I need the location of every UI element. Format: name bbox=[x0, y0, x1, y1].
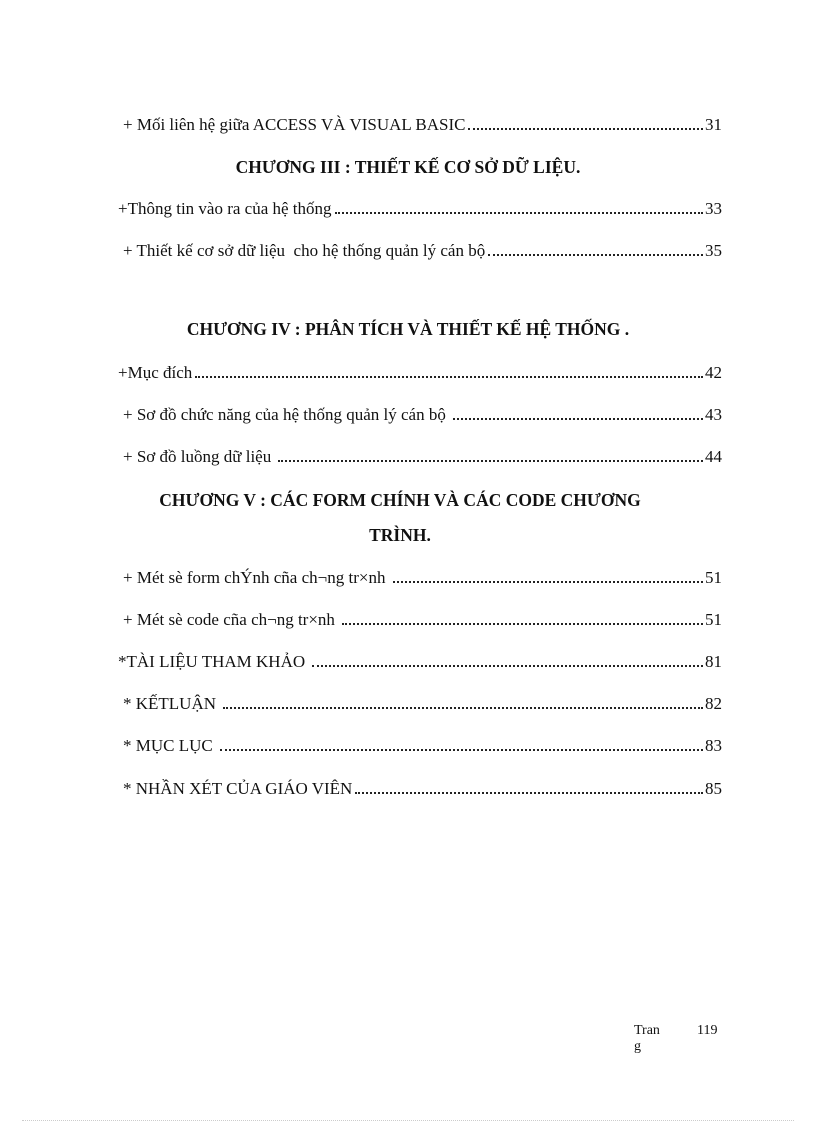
dot-leader bbox=[223, 707, 703, 709]
dot-leader bbox=[312, 665, 703, 667]
chapter-heading: CHƯƠNG V : CÁC FORM CHÍNH VÀ CÁC CODE CHƯƠNG bbox=[159, 490, 641, 510]
toc-entry bbox=[123, 446, 722, 468]
dot-leader bbox=[342, 623, 703, 625]
toc-entry bbox=[123, 240, 722, 262]
toc-label: + Thiết kế cơ sở dữ liệu cho hệ thống quản lý cán bộ bbox=[123, 241, 486, 260]
toc-page: 83 bbox=[705, 736, 722, 755]
toc-page: 33 bbox=[705, 199, 722, 218]
toc-label: *TÀI LIỆU THAM KHẢO bbox=[118, 652, 310, 671]
dot-leader bbox=[278, 460, 703, 462]
footer-page-number: 119 bbox=[697, 1023, 718, 1038]
toc-page: 31 bbox=[705, 115, 722, 134]
dot-leader bbox=[468, 128, 703, 130]
toc-page: 43 bbox=[705, 405, 722, 424]
toc-label: +Mục đích bbox=[118, 363, 193, 382]
toc-page: 82 bbox=[705, 694, 722, 713]
toc-label: + Sơ đồ luồng dữ liệu bbox=[123, 447, 276, 466]
toc-page: 51 bbox=[705, 610, 722, 629]
toc-label: * KẾTLUẬN bbox=[123, 694, 221, 713]
toc-entry bbox=[123, 693, 722, 715]
toc-entry bbox=[123, 404, 722, 426]
dot-leader bbox=[355, 792, 703, 794]
dot-leader bbox=[220, 749, 703, 751]
chapter-heading: CHƯƠNG IV : PHÂN TÍCH VÀ THIẾT KẾ HỆ THỐNG . bbox=[186, 319, 630, 339]
toc-page: 42 bbox=[705, 363, 722, 382]
toc-label: + Mét sè form chÝnh cña ch¬ng tr×nh bbox=[123, 568, 390, 587]
toc-entry bbox=[123, 778, 722, 800]
toc-entry bbox=[118, 362, 722, 384]
toc-label: * MỤC LỤC bbox=[123, 736, 217, 755]
toc-entry bbox=[118, 651, 722, 673]
toc-label: * NHẦN XÉT CỦA GIÁO VIÊN bbox=[123, 779, 353, 798]
dot-leader bbox=[488, 254, 703, 256]
toc-label: +Thông tin vào ra của hệ thống bbox=[118, 199, 332, 218]
toc-page: 44 bbox=[705, 447, 722, 466]
toc-label: + Mối liên hệ giữa ACCESS VÀ VISUAL BASIC bbox=[123, 115, 466, 134]
toc-entry bbox=[123, 567, 722, 589]
toc-page: 81 bbox=[705, 652, 722, 671]
toc-entry bbox=[118, 198, 722, 220]
toc-entry bbox=[123, 114, 722, 136]
toc-entry bbox=[123, 735, 722, 757]
footer-page-label: Trang bbox=[634, 1023, 660, 1054]
dot-leader bbox=[195, 376, 703, 378]
page-boundary bbox=[22, 1120, 794, 1121]
toc-label: + Mét sè code cña ch¬ng tr×nh bbox=[123, 610, 340, 629]
dot-leader bbox=[335, 212, 703, 214]
chapter-heading: CHƯƠNG III : THIẾT KẾ CƠ SỞ DỮ LIỆU. bbox=[235, 157, 581, 177]
dot-leader bbox=[453, 418, 703, 420]
toc-entry bbox=[123, 609, 722, 631]
toc-page: 85 bbox=[705, 779, 722, 798]
toc-label: + Sơ đồ chức năng của hệ thống quản lý cán bộ bbox=[123, 405, 451, 424]
toc-page: 51 bbox=[705, 568, 722, 587]
chapter-heading-continued: TRÌNH. bbox=[369, 525, 431, 545]
dot-leader bbox=[393, 581, 703, 583]
toc-page: 35 bbox=[705, 241, 722, 260]
